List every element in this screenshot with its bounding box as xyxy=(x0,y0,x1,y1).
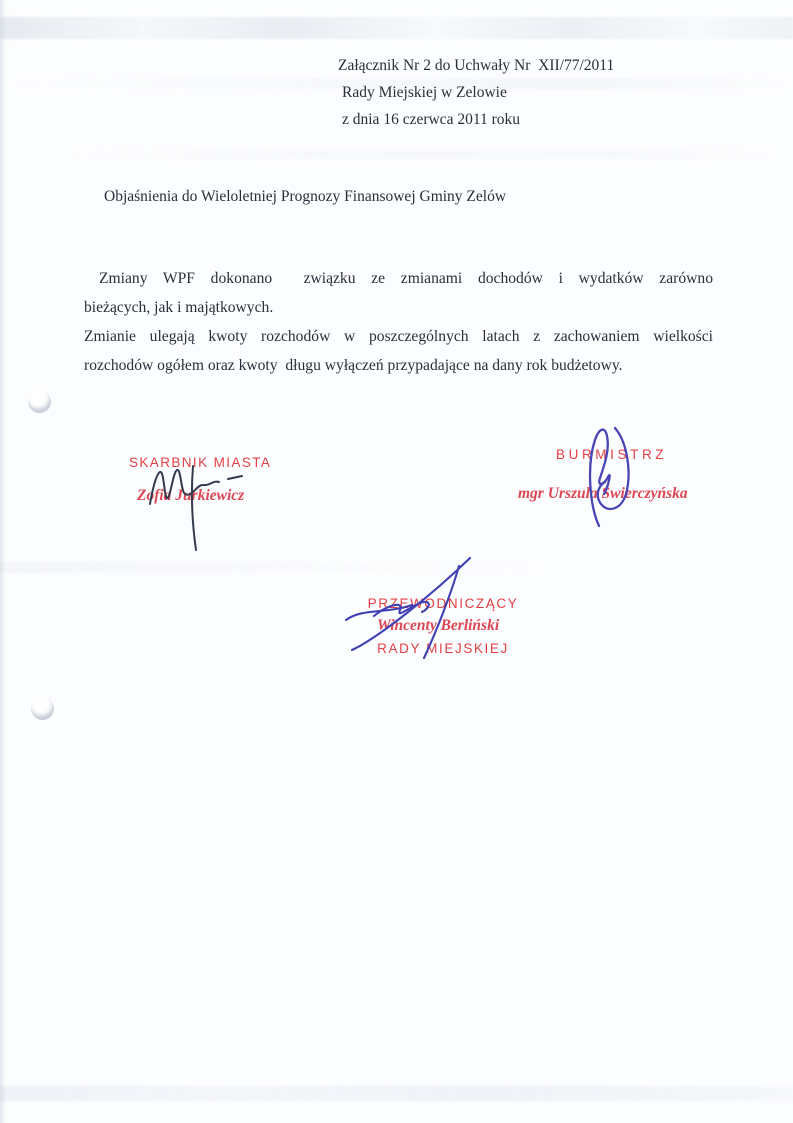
body-line-2: bieżących, jak i majątkowych. xyxy=(84,299,274,316)
punch-hole xyxy=(30,696,56,722)
resolution-date-line: z dnia 16 czerwca 2011 roku xyxy=(342,111,521,128)
scan-artifact-band xyxy=(0,150,793,159)
document-title: Objaśnienia do Wieloletniej Prognozy Finansowej Gminy Zelów xyxy=(104,188,507,205)
treasurer-name-stamp: Zofia Jurkiewicz xyxy=(137,487,245,504)
scan-edge-shadow xyxy=(0,0,6,1123)
chairman-name-stamp: Wincenty Berliński xyxy=(377,617,500,634)
body-line-1: Zmiany WPF dokonano związku ze zmianami dochodów i wydatków zarówno xyxy=(99,270,713,287)
chairman-role-line-1: PRZEWODNICZĄCY xyxy=(367,596,519,611)
council-name-line: Rady Miejskiej w Zelowie xyxy=(342,84,507,101)
treasurer-role-stamp: SKARBNIK MIASTA xyxy=(129,455,272,470)
mayor-signature-ink xyxy=(577,424,649,532)
mayor-name-stamp: mgr Urszula Świerczyńska xyxy=(518,485,688,502)
body-text xyxy=(84,264,713,380)
chairman-role-line-2: RADY MIEJSKIEJ xyxy=(377,641,509,656)
scan-artifact-band xyxy=(0,17,793,39)
attachment-header xyxy=(338,52,614,133)
body-line-3: Zmianie ulegają kwoty rozchodów w poszczególnych latach z zachowaniem wielkości xyxy=(84,328,713,345)
attachment-number-line: Załącznik Nr 2 do Uchwały Nr XII/77/2011 xyxy=(338,57,615,74)
body-line-4: rozchodów ogółem oraz kwoty długu wyłączeń przypadające na dany rok budżetowy. xyxy=(84,357,623,374)
punch-hole xyxy=(27,389,53,415)
mayor-role-stamp: BURMISTRZ xyxy=(556,447,668,462)
scan-artifact-band xyxy=(0,1086,793,1101)
